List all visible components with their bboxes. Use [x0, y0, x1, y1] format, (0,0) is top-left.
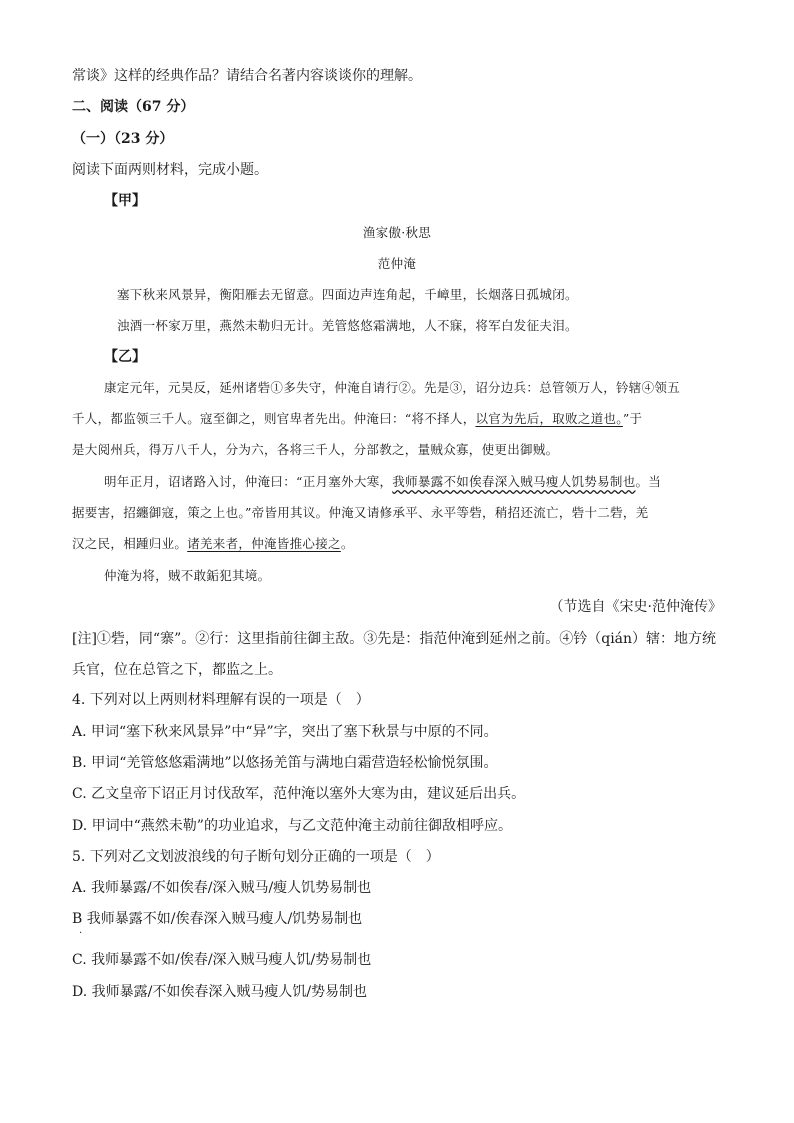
yi-label: 【乙】 — [104, 349, 146, 365]
yi-p1-line2-a: 千人，都监领三千人。寇至御之，则官卑者先出。仲淹曰：“将不择人， — [72, 411, 476, 426]
yi-p2-line3-c: 。 — [340, 536, 354, 551]
yi-p2-underlined: 诸羌来者，仲淹皆推心接之 — [187, 536, 341, 551]
poem-author: 范仲淹 — [377, 256, 417, 271]
q4-option-b: B. 甲词“羌管悠悠霜满地”以悠扬羌笛与满地白霜营造轻松愉悦氛围。 — [72, 755, 498, 771]
yi-p3: 仲淹为将，贼不敢銗犯其境。 — [104, 568, 271, 583]
note-line-2: 兵官，位在总管之下，都监之上。 — [72, 662, 282, 678]
yi-p2-line3-a: 汉之民，相踵归业。 — [72, 536, 188, 551]
q5-option-d: D. 我师暴露/不如俟春深入贼马瘦人饥/势易制也 — [72, 984, 368, 1000]
yi-p2-line1 — [104, 472, 661, 492]
q4-option-d: D. 甲词中“燕然未勒”的功业追求，与乙文范仲淹主动前往御敌相呼应。 — [72, 818, 512, 834]
q5-stem: 5. 下列对乙文划波浪线的句子断句划分正确的一项是（ ） — [72, 849, 440, 865]
q4-option-a: A. 甲词“塞下秋来风景异”中“异”字，突出了塞下秋景与中原的不同。 — [72, 724, 498, 740]
yi-p2-line1-c: 。当 — [635, 474, 662, 489]
q5-option-b: B 我师暴露不如/俟春深入贼马瘦人/饥势易制也 — [72, 911, 363, 927]
q4-option-c: C. 乙文皇帝下诏正月讨伐敌军，范仲淹以塞外大寒为由，建议延后出兵。 — [72, 786, 526, 802]
yi-p1-line2-c: ”于 — [622, 411, 643, 426]
yi-p2-line3 — [72, 534, 354, 554]
poem-line-2: 浊酒一杯家万里，燕然未勒归无计。羌管悠悠霜满地，人不寐，将军白发征夫泪。 — [117, 318, 578, 333]
top-line: 常谈》这样的经典作品？请结合名著内容谈谈你的理解。 — [72, 68, 422, 84]
q5-option-c: C. 我师暴露不如/俟春/深入贼马瘦人饥/势易制也 — [72, 952, 372, 968]
yi-p2-line1-a: 明年正月，诏诸路入讨，仲淹曰：“正月塞外大寒， — [104, 474, 393, 489]
yi-p1-line3: 是大阅州兵，得万八千人，分为六，各将三千人，分部教之，量贼众寡，使更出御贼。 — [72, 442, 559, 457]
yi-p2-line2: 据要害，招纏御寇，策之上也。”帝皆用其议。仲淹又请修承平、永平等砦，稍招还流亡，砦十二砦，羌 — [72, 505, 649, 520]
yi-p1-underlined: 以官为先后，取败之道也。 — [475, 411, 623, 426]
poem-line-1: 塞下秋来风景异，衡阳雁去无留意。四面边声连角起，千嶂里，长烟落日孤城闭。 — [117, 287, 578, 302]
instruction: 阅读下面两则材料，完成小题。 — [72, 162, 268, 178]
section-title: 二、阅读（67 分） — [72, 99, 195, 115]
part-title: （一）（23 分） — [72, 131, 174, 147]
source-citation: （节选自《宋史·范仲淹传》 — [549, 599, 722, 615]
poem-title: 渔家傲·秋思 — [362, 225, 432, 240]
q5-option-a: A. 我师暴露/不如俟春/深入贼马/瘦人饥势易制也 — [72, 880, 372, 896]
jia-label: 【甲】 — [104, 193, 146, 209]
q4-stem: 4. 下列对以上两则材料理解有误的一项是（ ） — [72, 692, 370, 708]
yi-p1-line2 — [72, 409, 642, 429]
yi-p2-wavy-sentence: 我师暴露不如俟春深入贼马瘦人饥势易制也 — [392, 474, 636, 489]
note-line-1: [注]①砦，同“寨”。②行：这里指前往御主敌。③先是：指范仲淹到延州之前。④钤（qián）辖：地方统 — [72, 631, 717, 647]
q5-option-b-dot: . — [79, 925, 83, 936]
yi-p1-line1: 康定元年，元昊反，延州诸砦①多失守，仲淹自请行②。先是③，诏分边兵：总管领万人，钤辖④领五 — [104, 380, 681, 395]
